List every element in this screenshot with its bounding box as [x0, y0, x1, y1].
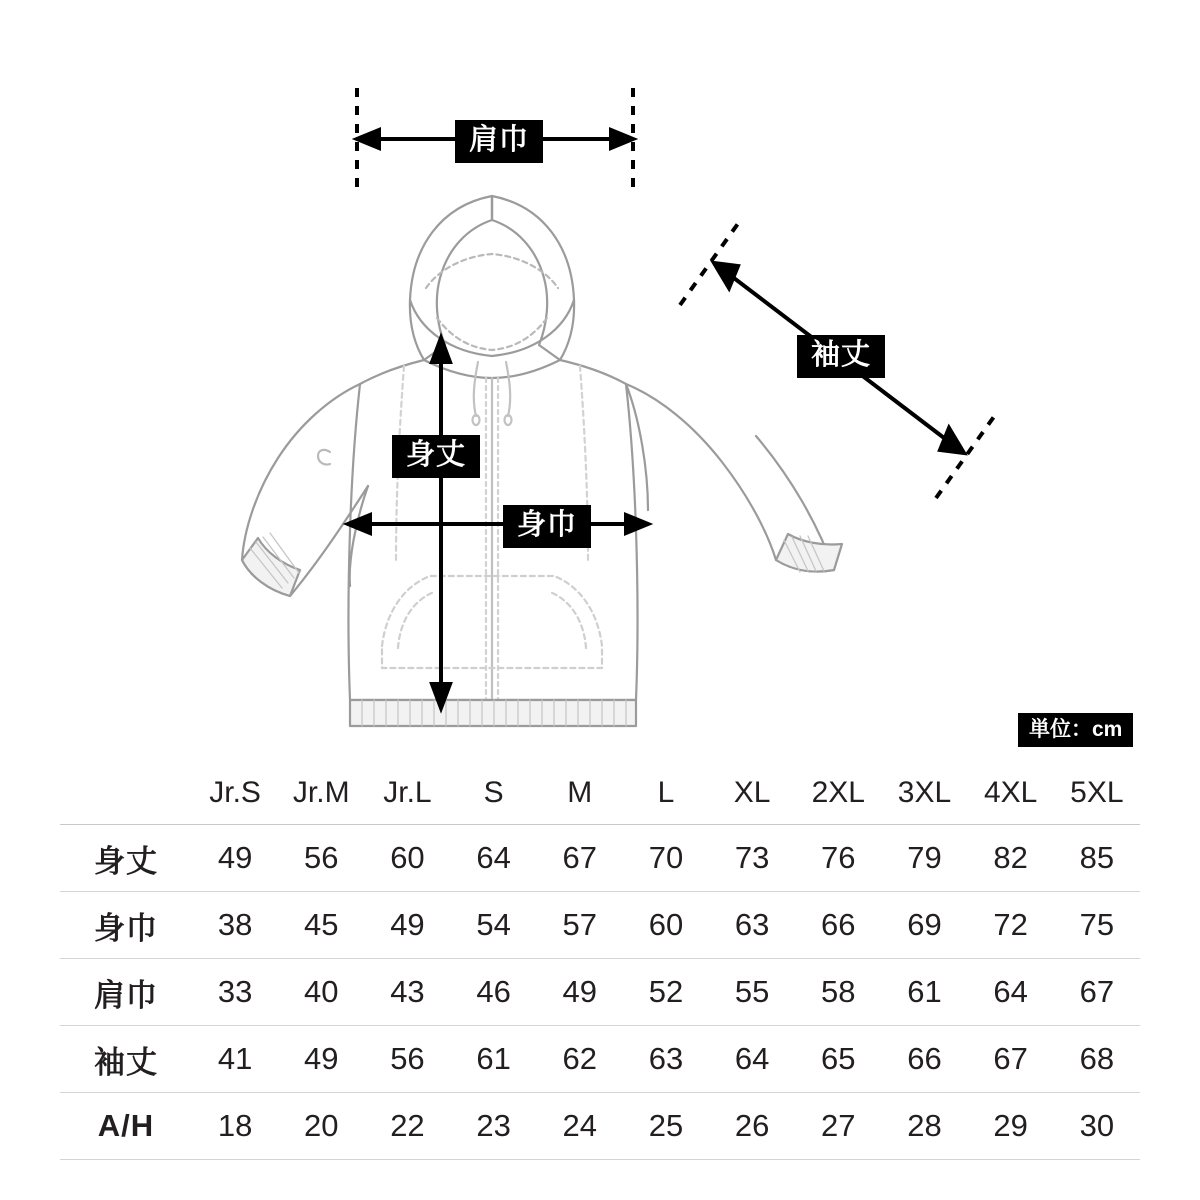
cell: 23 [451, 1093, 537, 1160]
cell: 28 [881, 1093, 967, 1160]
cell: 41 [192, 1026, 278, 1093]
size-chart [60, 762, 1140, 1160]
cell: 85 [1054, 825, 1140, 892]
cell: 66 [795, 892, 881, 959]
cell: 61 [451, 1026, 537, 1093]
cell: 73 [709, 825, 795, 892]
cell: 46 [451, 959, 537, 1026]
cell: 67 [968, 1026, 1054, 1093]
cell: 56 [278, 825, 364, 892]
table-row [60, 892, 1140, 959]
column-header-jr-l: Jr.L [364, 762, 450, 825]
size-table-head [60, 762, 1140, 825]
column-header-4xl: 4XL [968, 762, 1054, 825]
cell: 70 [623, 825, 709, 892]
cell: 60 [364, 825, 450, 892]
column-header-jr-m: Jr.M [278, 762, 364, 825]
cell: 22 [364, 1093, 450, 1160]
cell: 38 [192, 892, 278, 959]
cell: 65 [795, 1026, 881, 1093]
cell: 63 [709, 892, 795, 959]
column-header-l: L [623, 762, 709, 825]
size-table [60, 762, 1140, 1160]
cell: 61 [881, 959, 967, 1026]
column-header-m: M [537, 762, 623, 825]
unit-note: 単位：cm [1018, 713, 1133, 747]
cell: 52 [623, 959, 709, 1026]
cell: 49 [537, 959, 623, 1026]
row-header-body-length: 身丈 [60, 825, 192, 892]
label-body-width: 身巾 [503, 505, 591, 548]
column-header-3xl: 3XL [881, 762, 967, 825]
cell: 82 [968, 825, 1054, 892]
table-row [60, 959, 1140, 1026]
cell: 66 [881, 1026, 967, 1093]
column-header-s: S [451, 762, 537, 825]
column-header-xl: XL [709, 762, 795, 825]
cell: 54 [451, 892, 537, 959]
column-header-2xl: 2XL [795, 762, 881, 825]
table-row [60, 825, 1140, 892]
table-header-row [60, 762, 1140, 825]
row-header-armhole: A/H [60, 1093, 192, 1160]
cell: 67 [537, 825, 623, 892]
table-corner-cell [60, 762, 192, 825]
cell: 20 [278, 1093, 364, 1160]
cell: 40 [278, 959, 364, 1026]
column-header-jr-s: Jr.S [192, 762, 278, 825]
label-body-length: 身丈 [392, 435, 480, 478]
label-sleeve-length: 袖丈 [797, 335, 885, 378]
cell: 18 [192, 1093, 278, 1160]
cell: 25 [623, 1093, 709, 1160]
cell: 63 [623, 1026, 709, 1093]
cell: 49 [278, 1026, 364, 1093]
row-header-sleeve-length: 袖丈 [60, 1026, 192, 1093]
row-header-shoulder-width: 肩巾 [60, 959, 192, 1026]
cell: 68 [1054, 1026, 1140, 1093]
cell: 64 [451, 825, 537, 892]
cell: 79 [881, 825, 967, 892]
column-header-5xl: 5XL [1054, 762, 1140, 825]
cell: 49 [192, 825, 278, 892]
cell: 75 [1054, 892, 1140, 959]
cell: 45 [278, 892, 364, 959]
cell: 27 [795, 1093, 881, 1160]
cell: 26 [709, 1093, 795, 1160]
cell: 33 [192, 959, 278, 1026]
cell: 43 [364, 959, 450, 1026]
cell: 69 [881, 892, 967, 959]
cell: 55 [709, 959, 795, 1026]
cell: 76 [795, 825, 881, 892]
cell: 62 [537, 1026, 623, 1093]
cell: 56 [364, 1026, 450, 1093]
size-table-body [60, 825, 1140, 1160]
cell: 60 [623, 892, 709, 959]
table-row [60, 1093, 1140, 1160]
table-row [60, 1026, 1140, 1093]
cell: 29 [968, 1093, 1054, 1160]
cell: 72 [968, 892, 1054, 959]
label-shoulder-width: 肩巾 [455, 120, 543, 163]
cell: 57 [537, 892, 623, 959]
cell: 67 [1054, 959, 1140, 1026]
cell: 30 [1054, 1093, 1140, 1160]
cell: 64 [709, 1026, 795, 1093]
cell: 49 [364, 892, 450, 959]
cell: 64 [968, 959, 1054, 1026]
row-header-body-width: 身巾 [60, 892, 192, 959]
cell: 24 [537, 1093, 623, 1160]
cell: 58 [795, 959, 881, 1026]
